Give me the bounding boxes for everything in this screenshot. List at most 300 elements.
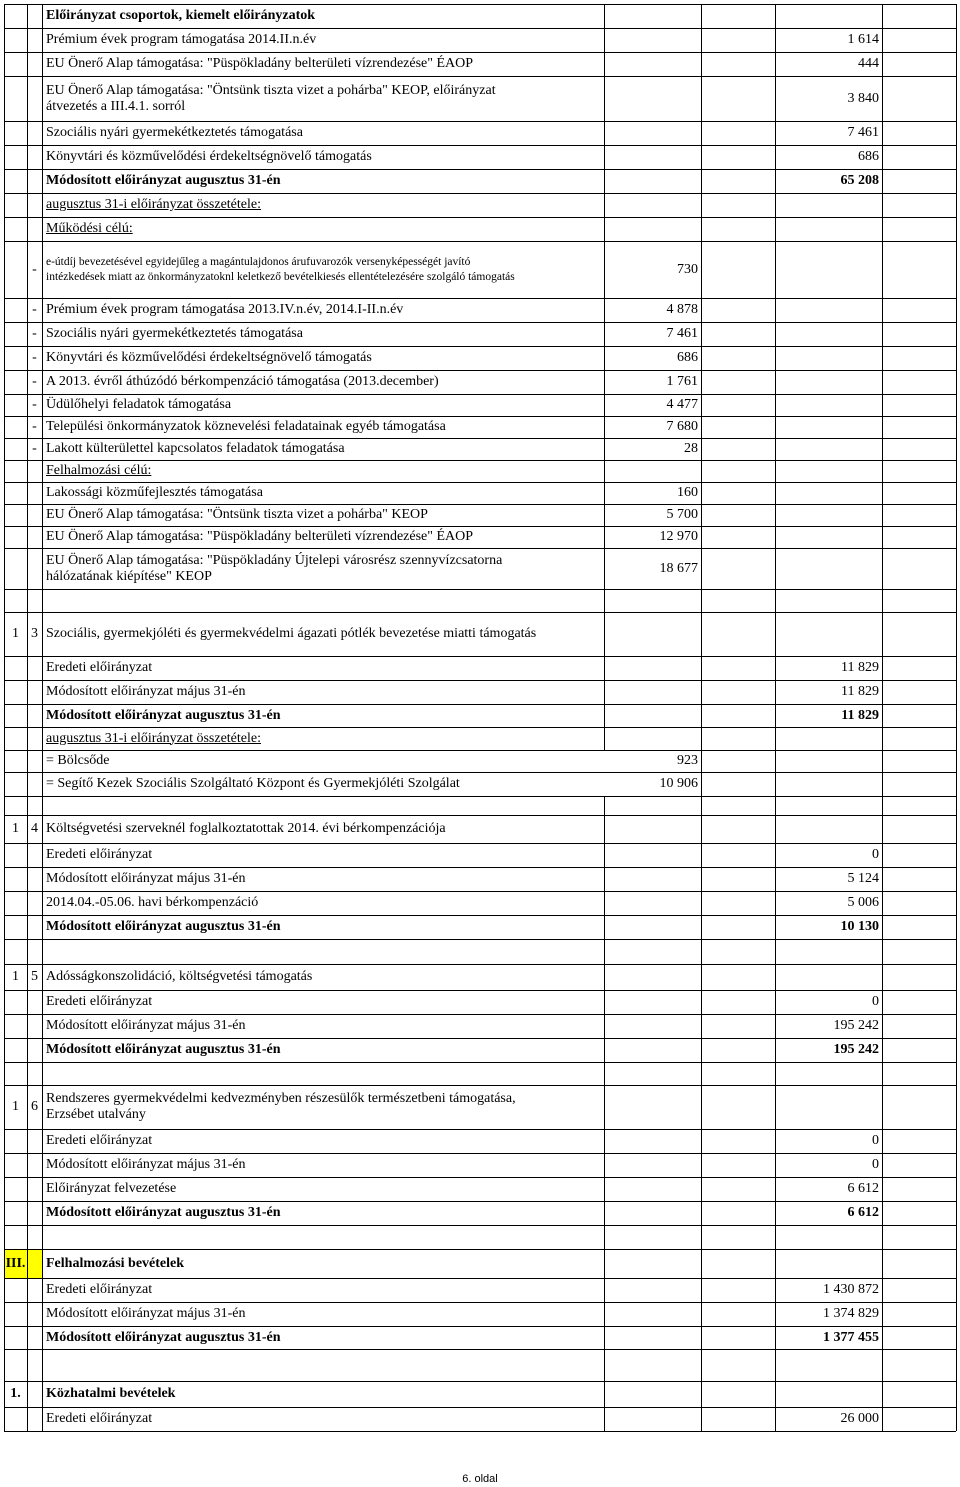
grid-line — [956, 656, 957, 680]
grid-line — [956, 145, 957, 169]
row-total-value: 195 242 — [833, 1042, 879, 1057]
grid-line — [882, 1085, 883, 1129]
grid-line — [4, 217, 956, 218]
grid-line — [4, 727, 956, 728]
grid-line — [42, 394, 43, 416]
grid-line — [27, 843, 28, 867]
grid-line — [956, 1349, 957, 1381]
grid-line — [701, 1278, 702, 1302]
row-label: Rendszeres gyermekvédelmi kedvezményben részesülők természetbeni támogatása, — [46, 1091, 516, 1106]
grid-line — [604, 1249, 605, 1278]
row-label: Lakott külterülettel kapcsolatos feladatok támogatása — [46, 441, 345, 456]
grid-line — [701, 612, 702, 656]
grid-line — [27, 1177, 28, 1201]
grid-line — [604, 1349, 605, 1381]
grid-line — [882, 52, 883, 76]
grid-line — [27, 704, 28, 727]
grid-line — [42, 460, 43, 482]
row-label: EU Önerő Alap támogatása: "Öntsünk tiszta vizet a pohárba" KEOP, előirányzat — [46, 82, 496, 98]
row-label: = Segítő Kezek Szociális Szolgáltató Központ és Gyermekjóléti Szolgálat — [46, 776, 460, 791]
grid-line — [956, 1225, 957, 1249]
row-label: Eredeti előirányzat — [46, 1133, 153, 1148]
grid-line — [775, 796, 776, 815]
row-marker: 4 — [31, 821, 38, 836]
row-label: Felhalmozási célú: — [46, 463, 152, 478]
row-index: 1 — [12, 821, 19, 836]
grid-line — [42, 1278, 43, 1302]
grid-line — [956, 217, 957, 241]
grid-line — [604, 656, 605, 680]
grid-line — [882, 28, 883, 52]
grid-line — [27, 750, 28, 772]
grid-line — [604, 680, 605, 704]
row-label: Módosított előirányzat május 31-én — [46, 1306, 246, 1321]
grid-line — [604, 612, 605, 656]
grid-line — [775, 322, 776, 346]
grid-line — [882, 680, 883, 704]
grid-line — [701, 1201, 702, 1225]
grid-line — [882, 346, 883, 370]
grid-line — [956, 990, 957, 1014]
row-label: Módosított előirányzat augusztus 31-én — [46, 173, 281, 188]
row-subtotal-value: 4 878 — [666, 302, 698, 317]
grid-line — [882, 322, 883, 346]
row-subtotal-value: 730 — [677, 261, 698, 277]
grid-line — [4, 1038, 5, 1062]
grid-line — [956, 1407, 957, 1431]
row-total-value: 7 461 — [847, 125, 879, 140]
grid-line — [42, 843, 43, 867]
row-label: augusztus 31-i előirányzat összetétele: — [46, 197, 261, 212]
grid-line — [604, 891, 605, 915]
row-index: 1 — [12, 1099, 19, 1114]
row-subtotal-value: 7 680 — [666, 419, 698, 434]
grid-line — [604, 1062, 605, 1085]
row-label: Módosított előirányzat május 31-én — [46, 1157, 246, 1172]
grid-line — [42, 526, 43, 548]
grid-line — [42, 193, 43, 217]
grid-line — [42, 1249, 43, 1278]
row-label: Eredeti előirányzat — [46, 847, 153, 862]
grid-line — [4, 460, 5, 482]
grid-line — [42, 704, 43, 727]
grid-line — [701, 217, 702, 241]
grid-line — [956, 891, 957, 915]
grid-line — [4, 1153, 956, 1154]
grid-line — [775, 1225, 776, 1249]
grid-line — [27, 1038, 28, 1062]
grid-line — [604, 867, 605, 891]
grid-line — [42, 1153, 43, 1177]
row-total-value: 6 612 — [847, 1205, 879, 1220]
grid-line — [4, 52, 956, 53]
grid-line — [956, 867, 957, 891]
grid-line — [882, 915, 883, 939]
grid-line — [4, 526, 5, 548]
grid-line — [4, 1177, 956, 1178]
grid-line — [956, 169, 957, 193]
grid-line — [27, 1302, 28, 1326]
row-subtotal-value: 12 970 — [659, 529, 698, 544]
grid-line — [956, 1153, 957, 1177]
grid-line — [42, 298, 43, 322]
grid-line — [42, 346, 43, 370]
grid-line — [4, 891, 956, 892]
grid-line — [4, 843, 956, 844]
row-label: Prémium évek program támogatása 2013.IV.n.év, 2014.I-II.n.év — [46, 302, 404, 317]
grid-line — [701, 193, 702, 217]
grid-line — [701, 322, 702, 346]
row-total-value: 0 — [872, 847, 879, 862]
grid-line — [701, 1177, 702, 1201]
grid-line — [4, 346, 956, 347]
row-label: Települési önkormányzatok köznevelési feladatainak egyéb támogatása — [46, 419, 446, 434]
grid-line — [701, 76, 702, 121]
grid-line — [4, 680, 956, 681]
grid-line — [42, 322, 43, 346]
grid-line — [4, 394, 956, 395]
grid-line — [4, 370, 956, 371]
grid-line — [4, 867, 956, 868]
grid-line — [4, 482, 5, 504]
row-marker: - — [32, 441, 37, 456]
grid-line — [4, 1062, 956, 1063]
grid-line — [27, 915, 28, 939]
grid-line — [4, 1201, 956, 1202]
grid-line — [604, 145, 605, 169]
grid-line — [4, 322, 5, 346]
grid-line — [42, 915, 43, 939]
grid-line — [27, 891, 28, 915]
row-total-value: 1 614 — [847, 32, 879, 47]
row-subtotal-value: 1 761 — [666, 374, 698, 389]
grid-line — [4, 504, 5, 526]
grid-line — [4, 1201, 5, 1225]
grid-line — [882, 1278, 883, 1302]
grid-line — [775, 727, 776, 750]
row-marker: - — [32, 326, 37, 341]
grid-line — [4, 589, 956, 590]
row-total-value: 0 — [872, 1133, 879, 1148]
grid-line — [27, 1249, 28, 1278]
grid-line — [4, 28, 5, 52]
grid-line — [42, 416, 43, 438]
row-label: e-útdíj bevezetésével egyidejűleg a magántulajdonos árufuvarozók versenyképességét javító — [46, 255, 471, 268]
grid-line — [775, 939, 776, 964]
grid-line — [701, 1085, 702, 1129]
row-marker: 6 — [31, 1099, 38, 1114]
grid-line — [42, 1177, 43, 1201]
grid-line — [42, 796, 43, 815]
grid-line — [42, 370, 43, 394]
grid-line — [956, 28, 957, 52]
grid-line — [956, 1177, 957, 1201]
row-total-value: 1 430 872 — [823, 1282, 879, 1297]
grid-line — [956, 1249, 957, 1278]
grid-line — [4, 1129, 956, 1130]
grid-line — [701, 1129, 702, 1153]
grid-line — [882, 1326, 883, 1349]
grid-line — [882, 1038, 883, 1062]
grid-line — [4, 1302, 956, 1303]
row-label: Módosított előirányzat augusztus 31-én — [46, 707, 281, 723]
grid-line — [701, 589, 702, 612]
grid-line — [4, 891, 5, 915]
grid-line — [882, 438, 883, 460]
grid-line — [42, 1062, 43, 1085]
grid-line — [701, 169, 702, 193]
grid-line — [775, 964, 776, 990]
grid-line — [956, 796, 957, 815]
grid-line — [775, 1349, 776, 1381]
grid-line — [4, 1326, 5, 1349]
row-label: Módosított előirányzat május 31-én — [46, 1018, 246, 1033]
grid-line — [4, 939, 5, 964]
grid-line — [604, 1014, 605, 1038]
grid-line — [4, 656, 956, 657]
grid-line — [604, 193, 605, 217]
row-total-value: 10 130 — [840, 919, 879, 934]
grid-line — [701, 548, 702, 589]
grid-line — [4, 76, 5, 121]
grid-line — [701, 680, 702, 704]
grid-line — [775, 241, 776, 298]
row-label: Költségvetési szerveknél foglalkoztatottak 2014. évi bérkompenzációja — [46, 821, 446, 836]
grid-line — [42, 750, 43, 772]
grid-line — [27, 656, 28, 680]
grid-line — [775, 589, 776, 612]
grid-line — [956, 1085, 957, 1129]
row-subtotal-value: 160 — [677, 485, 698, 500]
grid-line — [27, 1014, 28, 1038]
grid-line — [4, 526, 956, 527]
grid-line — [4, 1014, 956, 1015]
grid-line — [4, 438, 5, 460]
grid-line — [42, 4, 43, 28]
grid-line — [4, 548, 5, 589]
grid-line — [27, 1349, 28, 1381]
grid-line — [4, 4, 956, 5]
grid-line — [701, 964, 702, 990]
grid-line — [42, 656, 43, 680]
grid-line — [4, 589, 5, 612]
grid-line — [882, 1381, 883, 1407]
grid-line — [775, 1085, 776, 1129]
grid-line — [604, 121, 605, 145]
grid-line — [27, 121, 28, 145]
grid-line — [956, 76, 957, 121]
row-index: 1 — [12, 626, 19, 641]
row-subtotal-value: 923 — [677, 753, 698, 768]
grid-line — [701, 241, 702, 298]
grid-line — [701, 727, 702, 750]
row-label: Módosított előirányzat május 31-én — [46, 871, 246, 886]
grid-line — [701, 1062, 702, 1085]
grid-line — [882, 750, 883, 772]
grid-line — [956, 193, 957, 217]
grid-line — [701, 867, 702, 891]
grid-line — [882, 394, 883, 416]
grid-line — [27, 52, 28, 76]
grid-line — [4, 1249, 956, 1250]
row-total-value: 0 — [872, 994, 879, 1009]
row-label: EU Önerő Alap támogatása: "Öntsünk tiszta vizet a pohárba" KEOP — [46, 507, 428, 522]
grid-line — [882, 1201, 883, 1225]
row-label: 2014.04.-05.06. havi bérkompenzáció — [46, 895, 259, 910]
grid-line — [701, 1349, 702, 1381]
grid-line — [956, 1278, 957, 1302]
grid-line — [27, 1407, 28, 1431]
grid-line — [882, 169, 883, 193]
grid-line — [4, 750, 956, 751]
row-total-value: 1 377 455 — [823, 1329, 879, 1345]
grid-line — [604, 1381, 605, 1407]
grid-line — [42, 772, 43, 796]
page-number: 6. oldal — [462, 1473, 498, 1485]
grid-line — [701, 416, 702, 438]
grid-line — [956, 1381, 957, 1407]
grid-line — [27, 193, 28, 217]
grid-line — [882, 1407, 883, 1431]
row-label: Eredeti előirányzat — [46, 994, 153, 1009]
grid-line — [882, 1349, 883, 1381]
row-subtotal-value: 7 461 — [666, 326, 698, 341]
grid-line — [4, 346, 5, 370]
grid-line — [701, 504, 702, 526]
grid-line — [604, 1302, 605, 1326]
row-subtotal-value: 28 — [684, 441, 698, 456]
grid-line — [42, 867, 43, 891]
grid-line — [701, 1302, 702, 1326]
grid-line — [775, 1381, 776, 1407]
row-subtotal-value: 10 906 — [659, 776, 698, 791]
grid-line — [701, 370, 702, 394]
row-label: Eredeti előirányzat — [46, 1411, 153, 1426]
grid-line — [27, 1326, 28, 1349]
row-total-value: 26 000 — [840, 1411, 879, 1426]
grid-line — [42, 438, 43, 460]
grid-line — [775, 217, 776, 241]
grid-line — [4, 1431, 956, 1432]
grid-line — [4, 1278, 956, 1279]
grid-line — [775, 815, 776, 843]
grid-line — [4, 4, 5, 28]
row-total-value: 5 006 — [847, 895, 879, 910]
grid-line — [882, 4, 883, 28]
grid-line — [882, 370, 883, 394]
grid-line — [27, 76, 28, 121]
grid-line — [775, 394, 776, 416]
grid-line — [27, 727, 28, 750]
grid-line — [775, 416, 776, 438]
grid-line — [882, 939, 883, 964]
grid-line — [701, 796, 702, 815]
row-label: EU Önerő Alap támogatása: "Püspökladány belterületi vízrendezése" ÉAOP — [46, 56, 474, 71]
grid-line — [956, 241, 957, 298]
grid-line — [42, 612, 43, 656]
grid-line — [882, 589, 883, 612]
grid-line — [42, 504, 43, 526]
grid-line — [4, 169, 5, 193]
grid-line — [27, 1201, 28, 1225]
row-label: Szociális nyári gyermekétkeztetés támogatása — [46, 326, 303, 341]
grid-line — [27, 1062, 28, 1085]
grid-line — [604, 990, 605, 1014]
grid-line — [604, 76, 605, 121]
grid-line — [775, 750, 776, 772]
grid-line — [701, 704, 702, 727]
grid-line — [4, 169, 956, 170]
grid-line — [775, 1062, 776, 1085]
grid-line — [701, 843, 702, 867]
grid-line — [775, 526, 776, 548]
grid-line — [4, 915, 956, 916]
grid-line — [882, 241, 883, 298]
grid-line — [701, 394, 702, 416]
grid-line — [4, 867, 5, 891]
grid-line — [4, 482, 956, 483]
row-label: Működési célú: — [46, 221, 133, 236]
grid-line — [4, 1302, 5, 1326]
grid-line — [701, 1038, 702, 1062]
grid-line — [956, 482, 957, 504]
row-marker: - — [32, 261, 37, 277]
grid-line — [27, 504, 28, 526]
grid-line — [956, 964, 957, 990]
grid-line — [42, 169, 43, 193]
grid-line — [882, 548, 883, 589]
grid-line — [4, 145, 956, 146]
grid-line — [882, 815, 883, 843]
grid-line — [42, 891, 43, 915]
grid-line — [882, 217, 883, 241]
grid-line — [956, 322, 957, 346]
grid-line — [604, 704, 605, 727]
grid-line — [4, 193, 956, 194]
grid-line — [701, 939, 702, 964]
row-subtotal-value: 5 700 — [666, 507, 698, 522]
grid-line — [4, 815, 956, 816]
grid-line — [882, 145, 883, 169]
grid-line — [701, 750, 702, 772]
grid-line — [604, 939, 605, 964]
row-label: Üdülőhelyi feladatok támogatása — [46, 397, 232, 412]
grid-line — [27, 772, 28, 796]
grid-line — [701, 656, 702, 680]
row-marker: - — [32, 302, 37, 317]
grid-line — [604, 589, 605, 612]
grid-line — [27, 217, 28, 241]
row-label: Módosított előirányzat május 31-én — [46, 684, 246, 699]
grid-line — [42, 1085, 43, 1129]
grid-line — [701, 526, 702, 548]
grid-line — [42, 990, 43, 1014]
grid-line — [42, 121, 43, 145]
grid-line — [882, 1302, 883, 1326]
row-label: Módosított előirányzat augusztus 31-én — [46, 1042, 281, 1057]
grid-line — [4, 939, 956, 940]
grid-line — [956, 1014, 957, 1038]
row-marker: - — [32, 419, 37, 434]
grid-line — [882, 1062, 883, 1085]
grid-line — [882, 416, 883, 438]
row-label: Eredeti előirányzat — [46, 1282, 153, 1297]
grid-line — [775, 193, 776, 217]
grid-line — [42, 241, 43, 298]
grid-line — [882, 121, 883, 145]
grid-line — [701, 1225, 702, 1249]
grid-line — [604, 217, 605, 241]
